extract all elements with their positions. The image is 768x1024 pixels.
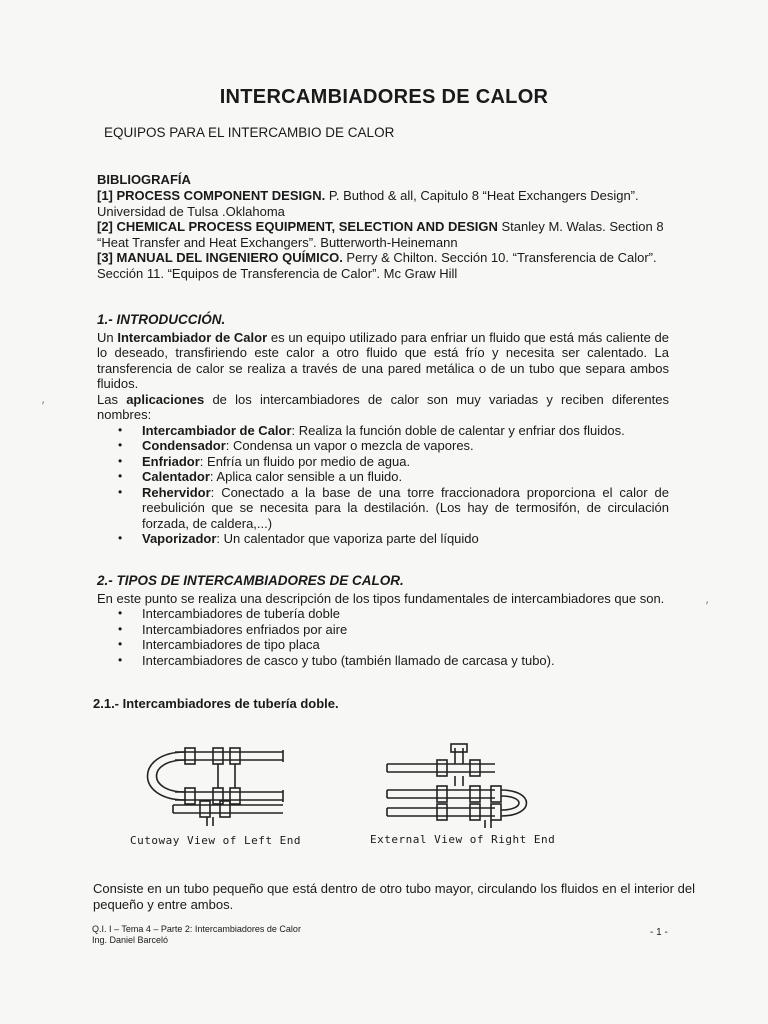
page-number: - 1 - bbox=[650, 927, 668, 938]
bibliography-entry bbox=[97, 188, 669, 219]
bibliography-entry-title: [2] CHEMICAL PROCESS EQUIPMENT, SELECTION AND DESIGN bbox=[97, 219, 498, 234]
bibliography-heading: BIBLIOGRAFÍA bbox=[97, 172, 191, 187]
list-item-text: : Conectado a la base de una torre fraccionadora proporciona el calor de reebulición que se necesita para la destilación. (Los hay de termosifón, de circulación forzada, de caldera,...) bbox=[142, 484, 669, 531]
closing-paragraph: Consiste en un tubo pequeño que está dentro de otro tubo mayor, circulando los fluidos en el interior del pequeño y entre ambos. bbox=[93, 881, 695, 912]
list-item bbox=[142, 469, 669, 485]
list-item-text: : Realiza la función doble de calentar y enfriar dos fluidos. bbox=[291, 422, 625, 438]
list-item-text: : Enfría un fluido por medio de agua. bbox=[199, 453, 411, 469]
bibliography-list bbox=[97, 188, 669, 281]
list-item bbox=[142, 531, 669, 547]
list-item-text: : Condensa un vapor o mezcla de vapores. bbox=[225, 438, 474, 453]
types-list bbox=[97, 606, 669, 668]
list-item-term: Calentador bbox=[142, 469, 210, 484]
right-end-drawing bbox=[387, 744, 527, 828]
text-run-bold: Intercambiador de Calor bbox=[117, 329, 268, 345]
types-intro: En este punto se realiza una descripción de los tipos fundamentales de intercambiadores que son. bbox=[97, 590, 665, 606]
list-item: • Intercambiadores de tipo placa bbox=[142, 637, 669, 653]
scan-mark: ′ bbox=[706, 600, 709, 612]
text-run-bold: aplicaciones bbox=[126, 391, 205, 407]
subsection-heading: 2.1.- Intercambiadores de tubería doble. bbox=[93, 696, 339, 711]
section-types bbox=[97, 573, 669, 668]
list-item bbox=[142, 454, 669, 470]
footer-author: Ing. Daniel Barceló bbox=[92, 935, 169, 945]
bibliography-entry bbox=[97, 250, 669, 281]
footer-line: Q.I. I – Tema 4 – Parte 2: Intercambiadores de Calor bbox=[92, 924, 301, 934]
page-title: INTERCAMBIADORES DE CALOR bbox=[219, 86, 549, 108]
figure-caption-right: External View of Right End bbox=[370, 833, 556, 846]
bibliography-entry-text: P. Buthod & all, Capitulo 8 “Heat Exchangers Design”. Universidad de Tulsa .Oklahoma bbox=[97, 188, 639, 219]
list-item-text: : Un calentador que vaporiza parte del líquido bbox=[216, 531, 479, 546]
text-run: Un bbox=[97, 329, 118, 345]
applications-paragraph bbox=[97, 392, 669, 423]
list-item bbox=[142, 438, 669, 454]
list-item-term: Rehervidor bbox=[142, 484, 211, 500]
section-heading: 1.- INTRODUCCIÓN. bbox=[97, 312, 226, 327]
section-heading: 2.- TIPOS DE INTERCAMBIADORES DE CALOR. bbox=[97, 573, 404, 588]
list-item bbox=[142, 485, 669, 532]
left-end-drawing bbox=[148, 748, 284, 826]
page-footer bbox=[92, 924, 301, 946]
bibliography-entry-title: [3] MANUAL DEL INGENIERO QUÍMICO. bbox=[97, 250, 343, 265]
list-item: • Intercambiadores enfriados por aire bbox=[142, 622, 669, 638]
applications-list bbox=[97, 423, 669, 547]
text-run: Las bbox=[97, 391, 127, 407]
list-item-term: Vaporizador bbox=[142, 531, 217, 546]
list-item: • Intercambiadores de tubería doble bbox=[142, 606, 669, 622]
intro-paragraph bbox=[97, 330, 669, 392]
bibliography-entry-text: Perry & Chilton. Sección 10. “Transferencia de Calor”. Sección 11. “Equipos de Transferencia de Calor”. Mc Graw Hill bbox=[97, 250, 657, 281]
list-item bbox=[142, 423, 669, 439]
list-item-text: : Aplica calor sensible a un fluido. bbox=[209, 469, 403, 484]
page-subtitle: EQUIPOS PARA EL INTERCAMBIO DE CALOR bbox=[104, 125, 395, 140]
bibliography-entry bbox=[97, 219, 669, 250]
list-item-term: Enfriador bbox=[142, 453, 200, 469]
list-item: • Intercambiadores de casco y tubo (también llamado de carcasa y tubo). bbox=[142, 653, 669, 669]
figure-caption-left: Cutoway View of Left End bbox=[130, 834, 301, 847]
text-run: de los intercambiadores de calor son muy variadas y reciben diferentes nombres: bbox=[97, 391, 669, 422]
section-introduction bbox=[97, 312, 669, 547]
bibliography-entry-text: Stanley M. Walas. Section 8 “Heat Transfer and Heat Exchangers”. Butterworth-Heinemann bbox=[97, 219, 664, 250]
scan-mark: ′ bbox=[42, 400, 45, 412]
bibliography-entry-title: [1] PROCESS COMPONENT DESIGN. bbox=[97, 188, 326, 203]
text-run: es un equipo utilizado para enfriar un fluido que está más caliente de lo deseado, transfiriendo este calor a otro fluido que está frío y necesita ser calentado. La transferencia de calor se realiza a través de una pared metálica o de un tubo que separa ambos fluidos. bbox=[97, 329, 670, 391]
double-pipe-figure bbox=[125, 738, 565, 853]
list-item-term: Condensador bbox=[142, 438, 226, 453]
list-item-term: Intercambiador de Calor bbox=[142, 422, 292, 438]
